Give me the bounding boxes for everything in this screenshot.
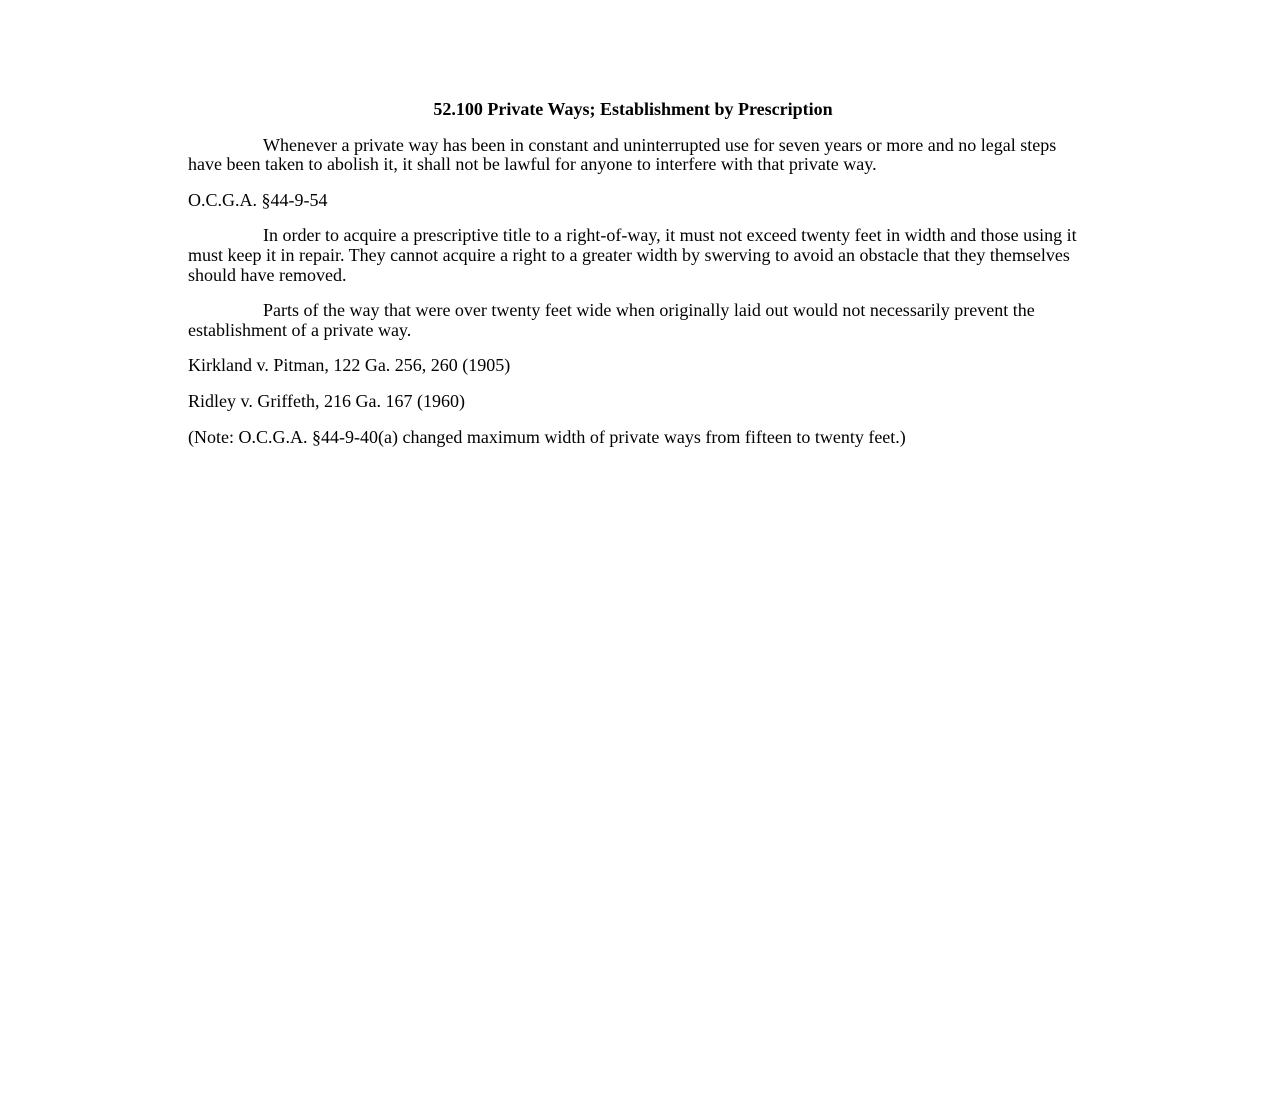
paragraph-width-requirement: In order to acquire a prescriptive title to a right-of-way, it must not exceed twenty feet in width and those using it must keep it in repair. They cannot acquire a right to a greater width by swerving to avoid an obstacle that they themselves should have removed. xyxy=(188,225,1077,285)
paragraph-wider-parts: Parts of the way that were over twenty feet wide when originally laid out would not necessarily prevent the establishment of a private way. xyxy=(188,300,1035,340)
paragraph-prescription-rule: Whenever a private way has been in constant and uninterrupted use for seven years or more and no legal steps have been taken to abolish it, it shall not be lawful for anyone to interfere with that private way. xyxy=(188,134,1057,175)
document-page xyxy=(188,96,1088,447)
citation-ridley-v-griffeth: Ridley v. Griffeth, 216 Ga. 167 (1960) xyxy=(188,390,465,411)
citation-ocga-44-9-54: O.C.G.A. §44-9-54 xyxy=(188,189,328,210)
citation-kirkland-v-pitman: Kirkland v. Pitman, 122 Ga. 256, 260 (1905) xyxy=(188,355,511,376)
note-width-change: (Note: O.C.G.A. §44-9-40(a) changed maximum width of private ways from fifteen to twenty feet.) xyxy=(188,426,906,447)
document-title: 52.100 Private Ways; Establishment by Prescription xyxy=(433,99,833,119)
